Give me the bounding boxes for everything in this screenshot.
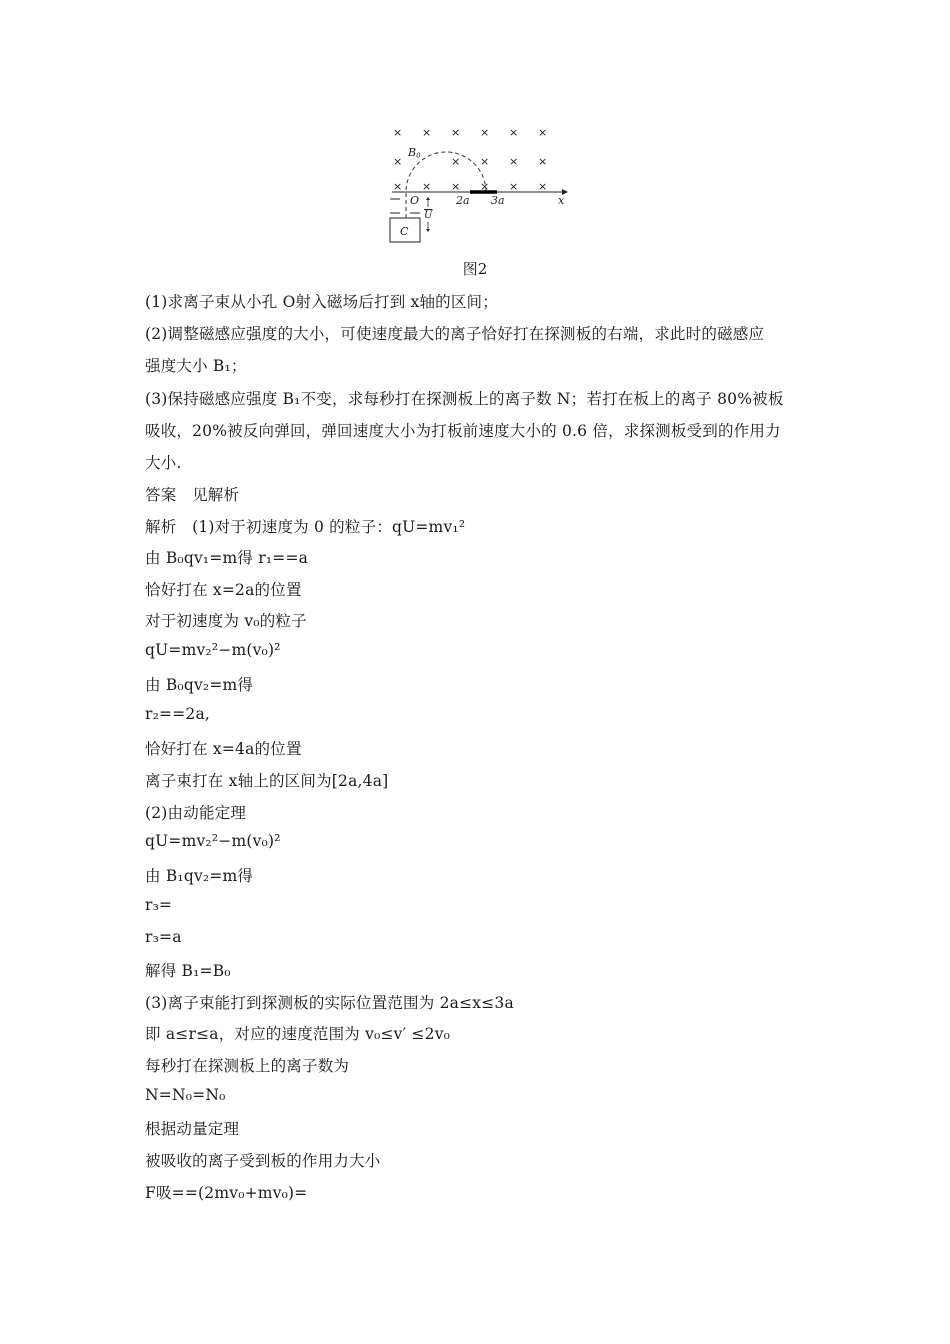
text-line: r₃=	[145, 896, 173, 914]
figure-caption: 图2	[462, 260, 488, 278]
label-3a: 3a	[491, 194, 505, 207]
text-line: 吸收，20%被反向弹回，弹回速度大小为打板前速度大小的 0.6 倍，求探测板受到的作用力	[145, 422, 781, 440]
label-o: O	[410, 194, 420, 207]
text-line: N=N₀=N₀	[145, 1086, 226, 1104]
text-line: 由 B₁qv₂=m得	[145, 867, 254, 885]
cross-mark: ×	[538, 155, 548, 168]
text-line: 由 B₀qv₂=m得	[145, 676, 254, 694]
cross-mark: ×	[451, 155, 461, 168]
text-line: 即 a≤r≤a，对应的速度范围为 v₀≤v′ ≤2v₀	[145, 1025, 451, 1043]
cross-mark: ×	[422, 126, 432, 139]
text-line: (3)保持磁感应强度 B₁不变，求每秒打在探测板上的离子数 N；若打在板上的离子 80%被板	[145, 390, 784, 408]
text-line: 根据动量定理	[145, 1120, 240, 1138]
cross-mark: ×	[538, 126, 548, 139]
text-line: 对于初速度为 v₀的粒子	[145, 612, 307, 630]
text-line: (2)调整磁感应强度的大小，可使速度最大的离子恰好打在探测板的右端，求此时的磁感应	[145, 325, 765, 343]
text-line: 被吸收的离子受到板的作用力大小	[145, 1152, 381, 1170]
text-line: F吸==(2mv₀+mv₀)=	[145, 1184, 308, 1202]
text-line: (2)由动能定理	[145, 804, 247, 822]
text-line: (1)求离子束从小孔 O射入磁场后打到 x轴的区间；	[145, 293, 498, 311]
trajectory-arc	[406, 152, 486, 218]
label-c: C	[400, 225, 409, 238]
text-line: 解析 (1)对于初速度为 0 的粒子：qU=mv₁²	[145, 518, 466, 536]
field-diagram	[380, 120, 580, 250]
cross-mark: ×	[393, 180, 403, 193]
answer-line: 答案 见解析	[145, 486, 240, 504]
label-2a: 2a	[456, 194, 470, 207]
u-arrow-head	[426, 197, 430, 200]
text-line: qU=mv₂²−m(v₀)²	[145, 641, 281, 659]
text-line: r₂==2a,	[145, 705, 211, 723]
text-line: 恰好打在 x=4a的位置	[145, 740, 302, 758]
cross-mark: ×	[480, 126, 490, 139]
text-line: qU=mv₂²−m(v₀)²	[145, 832, 281, 850]
cross-mark: ×	[451, 126, 461, 139]
text-line: 强度大小 B₁；	[145, 357, 247, 375]
cross-mark: ×	[422, 180, 432, 193]
cross-mark: ×	[538, 180, 548, 193]
u-arrow-head	[426, 229, 430, 232]
text-line: 恰好打在 x=2a的位置	[145, 581, 302, 599]
cross-mark: ×	[509, 180, 519, 193]
text-line: r₃=a	[145, 928, 182, 946]
b0-label: B0	[408, 146, 421, 160]
cross-mark: ×	[509, 155, 519, 168]
cross-mark: ×	[393, 155, 403, 168]
text-line: 每秒打在探测板上的离子数为	[145, 1057, 350, 1075]
cross-mark: ×	[480, 180, 490, 193]
cross-mark: ×	[480, 155, 490, 168]
text-line: 离子束打在 x轴上的区间为[2a,4a]	[145, 772, 389, 790]
cross-mark: ×	[451, 180, 461, 193]
cross-mark: ×	[509, 126, 519, 139]
label-u: U	[424, 210, 433, 221]
text-line: 由 B₀qv₁=m得 r₁==a	[145, 549, 309, 567]
text-line: 解得 B₁=B₀	[145, 962, 231, 980]
text-line: (3)离子束能打到探测板的实际位置范围为 2a≤x≤3a	[145, 994, 514, 1012]
text-line: 大小.	[145, 454, 182, 472]
label-x: x	[558, 194, 565, 207]
cross-mark: ×	[393, 126, 403, 139]
magnetic-field-figure	[380, 120, 580, 250]
